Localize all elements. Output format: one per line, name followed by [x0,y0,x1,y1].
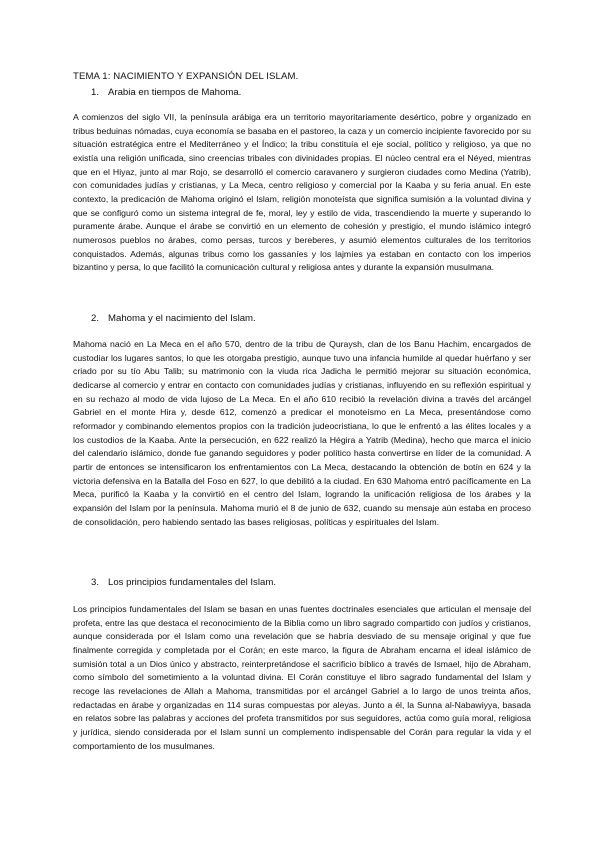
section-number: 3. [91,577,100,588]
section-number: 2. [91,313,100,324]
section-heading [91,313,256,324]
section-heading [91,577,276,588]
section-heading [91,87,241,98]
section-paragraph: Mahoma nació en La Meca en el año 570, dentro de la tribu de Quraysh, clan de los Banu Hachim, encargados de custodiar los lugares santos, lo que les otorgaba prestigio, aunque tuvo una infancia humilde al quedar huérfano y ser criado por su tío Abu Talib; su matrimonio con la viuda rica Jadicha le permitió mejorar su situación económica, dedicarse al comercio y entrar en contacto con comunidades judías y cristianas, influyendo en su reflexión espiritual y en su rechazo al modo de vida lujoso de La Meca. En el año 610 recibió la revelación divina a través del arcángel Gabriel en el monte Hira y, desde 612, comenzó a predicar el monoteísmo en La Meca, presentándose como reformador y combinando elementos propios con la tradición judeocristiana, lo que le enfrentó a las élites locales y a los custodios de la Kaaba. Ante la persecución, en 622 realizó la Hégira a Yatrib (Medina), hecho que marca el inicio del calendario islámico, donde fue ganando seguidores y poder político hasta convertirse en líder de la comunidad. A partir de entonces se intensificaron los enfrentamientos con La Meca, destacando la obtención de botín en 624 y la victoria defensiva en la Batalla del Foso en 627, lo que debilitó a la ciudad. En 630 Mahoma entró pacíficamente en La Meca, purificó la Kaaba y la convirtió en el centro del Islam, logrando la unificación religiosa de los árabes y la expansión del Islam por la península. Mahoma murió el 8 de junio de 632, cuando su mensaje aún estaba en proceso de consolidación, pero habiendo sentado las bases religiosas, políticas y espirituales del Islam. [73,339,531,527]
document-title: TEMA 1: NACIMIENTO Y EXPANSIÓN DEL ISLAM. [73,71,299,82]
section-paragraph: Los principios fundamentales del Islam se basan en unas fuentes doctrinales esenciales que articulan el mensaje del profeta, entre las que destaca el reconocimiento de la Biblia como un libro sagrado compartido con judíos y cristianos, aunque considerada por el Islam como una revelación que se habría desviado de su mensaje original y que fue finalmente corregida y completada por el Corán; en este marco, la figura de Abraham encarna el ideal islámico de sumisión total a un Dios único y abstracto, reinterpretándose el sacrificio bíblico a través de Ismael, hijo de Abraham, como símbolo del sometimiento a la voluntad divina. El Corán constituye el libro sagrado fundamental del Islam y recoge las revelaciones de Allah a Mahoma, transmitidas por el arcángel Gabriel a lo largo de unos treinta años, redactadas en árabe y organizadas en 114 suras compuestas por aleyas. Junto a él, la Sunna al-Nabawiyya, basada en relatos sobre las palabras y acciones del profeta transmitidos por sus seguidores, actúa como guía moral, religiosa y jurídica, siendo considerada por el Islam sunní un complemento indispensable del Corán para regular la vida y el comportamiento de los musulmanes. [73,604,531,751]
section-number: 1. [91,87,100,98]
section-paragraph: A comienzos del siglo VII, la península arábiga era un territorio mayoritariamente desértico, pobre y organizado en tribus beduinas nómadas, cuya economía se basaba en el pastoreo, la caza y un comercio incipiente favorecido por su situación estratégica entre el Mediterráneo y el Índico; la tribu constituía el eje social, político y religioso, ya que no existía una religión unificada, sino creencias tribales con divinidades propias. El núcleo central era el Néyed, mientras que en el Hiyaz, junto al mar Rojo, se desarrolló el comercio caravanero y surgieron ciudades como Medina (Yatrib), con comunidades judías y cristianas, y La Meca, centro religioso y comercial por la Kaaba y su feria anual. En este contexto, la predicación de Mahoma originó el Islam, religión monoteísta que significa sumisión a la voluntad divina y que se configuró como un sistema integral de fe, moral, ley y estilo de vida, trascendiendo la muerte y superando lo puramente árabe. Aunque el árabe se convirtió en un elemento de cohesión y prestigio, el mundo islámico integró numerosos pueblos no árabes, como persas, turcos y bereberes, y asumió elementos culturales de los territorios conquistados. Además, algunas tribus como los gassaníes y los lajmíes ya estaban en contacto con los imperios bizantino y persa, lo que facilitó la comunicación cultural y religiosa antes y durante la expansión musulmana. [73,112,531,273]
section-heading-text: Los principios fundamentales del Islam. [108,577,276,588]
section-heading-text: Mahoma y el nacimiento del Islam. [108,313,256,324]
section-heading-text: Arabia en tiempos de Mahoma. [108,87,242,98]
